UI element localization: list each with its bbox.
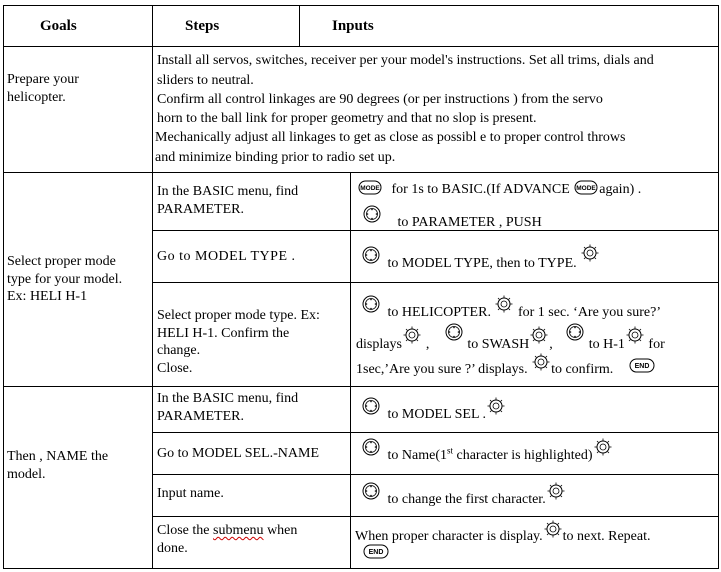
dial-icon <box>362 295 380 318</box>
dial-icon <box>362 482 380 505</box>
row2-sub2-step: Go to MODEL TYPE . <box>157 249 296 264</box>
row3-sub2-step: Go to MODEL SEL.-NAME <box>157 446 320 461</box>
border-row2b <box>152 282 719 283</box>
row2-sub1-input-line2: to PARAMETER , PUSH <box>362 205 542 228</box>
row2-sub3-step-line4: Close. <box>157 361 193 376</box>
push-icon <box>530 326 548 349</box>
row1-goal-line2: helicopter. <box>7 90 66 105</box>
row3-sub4-step-line2: done. <box>157 541 188 556</box>
row1-step-line1: Install all servos, switches, receiver per your model's instructions. Set all trims, dials and <box>157 53 654 68</box>
row3-sub4-input-line1: When proper character is display. to next. Repeat. <box>355 520 651 543</box>
row3-sub1-input: to MODEL SEL . <box>361 397 506 420</box>
row3-goal-line1: Then , NAME the <box>7 449 109 464</box>
row3-goal-line2: model. <box>7 467 46 482</box>
row2-goal-line2: type for your model. <box>7 272 123 287</box>
border-col2-row2 <box>350 172 351 386</box>
row1-goal-line1: Prepare your <box>7 72 79 87</box>
row3-sub1-step-line2: PARAMETER. <box>157 409 245 424</box>
border-row2a <box>152 230 719 231</box>
push-icon <box>581 244 599 267</box>
svg-text:MODE: MODE <box>360 185 380 192</box>
end-button-icon <box>629 358 655 378</box>
border-right <box>718 5 719 569</box>
push-icon <box>403 326 421 349</box>
border-row1 <box>3 172 719 173</box>
row1-step-line6: and minimize binding prior to radio set up. <box>155 150 396 165</box>
dial-icon <box>363 205 381 228</box>
push-icon <box>544 520 562 543</box>
border-row3b <box>152 474 719 475</box>
border-top <box>3 5 719 6</box>
svg-text:END: END <box>368 549 384 556</box>
row2-goal-line1: Select proper mode <box>7 254 116 269</box>
row2-sub3-input-line2: displays , to SWASH , to H-1 for <box>356 323 665 346</box>
row2-sub1-input-line1: MODE for 1s to BASIC.(If ADVANCE MODE again) . <box>357 180 641 200</box>
border-row3a <box>152 432 719 433</box>
border-header <box>3 46 719 47</box>
border-row2 <box>3 386 719 387</box>
push-icon <box>487 397 505 420</box>
border-header-split <box>299 5 300 46</box>
svg-text:MODE: MODE <box>576 185 596 192</box>
end-button-icon <box>363 544 389 564</box>
row3-sub3-input: to change the first character. <box>361 482 566 505</box>
mode-button-icon <box>574 180 598 200</box>
push-icon <box>626 326 644 349</box>
row2-sub2-input: to MODEL TYPE, then to TYPE. <box>361 246 600 269</box>
push-icon <box>547 482 565 505</box>
dial-icon <box>445 323 463 346</box>
row3-sub2-input: to Name(1st character is highlighted) <box>361 438 613 461</box>
row1-step-line3: Confirm all control linkages are 90 degrees (or per instructions ) from the servo <box>157 92 603 107</box>
row2-sub1-step-line1: In the BASIC menu, find <box>157 184 299 199</box>
push-icon <box>495 295 513 318</box>
row3-sub1-step-line1: In the BASIC menu, find <box>157 391 299 406</box>
push-icon <box>532 353 550 376</box>
dial-icon <box>362 438 380 461</box>
dial-icon <box>362 246 380 269</box>
row2-sub1-step-line2: PARAMETER. <box>157 202 245 217</box>
row2-sub3-input-line1: to HELICOPTER. for 1 sec. ‘Are you sure?’ <box>361 295 661 318</box>
border-left <box>3 5 4 569</box>
row2-sub3-input-line3: 1sec,’Are you sure ?’ displays. to confirm. END <box>356 356 656 379</box>
row3-sub4-step-line1: Close the submenu when <box>157 523 298 538</box>
header-inputs: Inputs <box>332 18 374 34</box>
dial-icon <box>566 323 584 346</box>
row3-sub3-step: Input name. <box>157 486 224 501</box>
row2-sub3-step-line2: HELI H-1. Confirm the <box>157 326 290 341</box>
header-steps: Steps <box>185 18 220 34</box>
mode-button-icon <box>358 180 382 200</box>
border-col1 <box>152 5 153 569</box>
header-goals: Goals <box>40 18 77 34</box>
row1-step-line5: Mechanically adjust all linkages to get as close as possibl e to proper control throws <box>155 130 626 145</box>
border-bottom <box>3 568 719 569</box>
push-icon <box>594 438 612 461</box>
svg-text:END: END <box>634 362 650 370</box>
row2-goal-line3: Ex: HELI H-1 <box>7 289 88 304</box>
row3-sub4-input-line2 <box>362 544 390 564</box>
row2-sub3-step-line3: change. <box>157 343 201 358</box>
row1-step-line2: sliders to neutral. <box>157 73 254 88</box>
row2-sub3-step-line1: Select proper mode type. Ex: <box>157 308 320 323</box>
border-row3c <box>152 516 719 517</box>
row1-step-line4: horn to the ball link for proper geometry and that no slop is present. <box>157 111 537 126</box>
border-col2-row3 <box>350 386 351 568</box>
dial-icon <box>362 397 380 420</box>
